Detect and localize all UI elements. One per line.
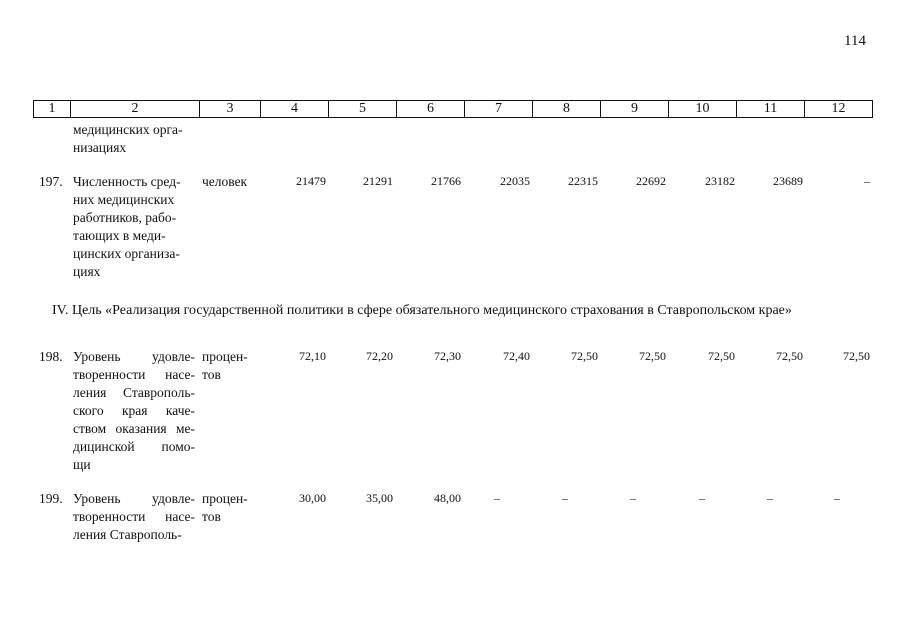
row-number: 198.	[39, 349, 63, 364]
name-line: Уровень удовле-	[73, 349, 195, 364]
value: 23689	[773, 174, 803, 188]
name-line: них медицинских	[73, 192, 175, 207]
column-header: 1	[34, 101, 71, 118]
indicator-name	[73, 348, 195, 474]
name-line: ления Ставрополь-	[73, 385, 195, 400]
name-line: щи	[73, 457, 91, 472]
value: 21479	[296, 174, 326, 188]
value: 21766	[431, 174, 461, 188]
value: –	[630, 491, 636, 505]
name-line: ления Ставрополь-	[73, 527, 182, 542]
name-line: творенности насе-	[73, 367, 195, 382]
row-number: 197.	[39, 174, 63, 189]
value: 35,00	[366, 491, 393, 505]
value: 72,50	[639, 349, 666, 363]
column-number-header	[33, 100, 873, 118]
column-header: 11	[737, 101, 805, 118]
continued-indicator-name	[73, 121, 183, 157]
name-line: Уровень удовле-	[73, 491, 195, 506]
value: 72,10	[299, 349, 326, 363]
value: 22035	[500, 174, 530, 188]
unit-line: тов	[202, 367, 221, 382]
value: –	[767, 491, 773, 505]
name-line: работников, рабо-	[73, 210, 177, 225]
value: 72,50	[571, 349, 598, 363]
value: 22315	[568, 174, 598, 188]
name-line: творенности насе-	[73, 509, 195, 524]
name-line: Численность сред-	[73, 174, 181, 189]
column-header: 9	[601, 101, 669, 118]
name-line: медицинских орга-	[73, 122, 183, 137]
column-header: 7	[465, 101, 533, 118]
value: 72,50	[708, 349, 735, 363]
column-header: 10	[669, 101, 737, 118]
value: 72,20	[366, 349, 393, 363]
value: 22692	[636, 174, 666, 188]
unit	[202, 348, 248, 384]
name-line: циях	[73, 264, 101, 279]
value: 30,00	[299, 491, 326, 505]
name-line: дицинской помо-	[73, 439, 195, 454]
value: 48,00	[434, 491, 461, 505]
value: –	[834, 491, 840, 505]
value: –	[699, 491, 705, 505]
value: –	[864, 174, 870, 188]
name-line: тающих в меди-	[73, 228, 166, 243]
unit: человек	[202, 174, 248, 189]
column-header: 3	[200, 101, 261, 118]
unit-line: процен-	[202, 349, 248, 364]
name-line: низациях	[73, 140, 127, 155]
column-header: 4	[261, 101, 329, 118]
indicator-name	[73, 490, 195, 544]
column-header: 6	[397, 101, 465, 118]
section-title: IV. Цель «Реализация государственной политики в сфере обязательного медицинского страхования в Ставропольском крае»	[52, 303, 792, 318]
value: –	[494, 491, 500, 505]
name-line: ского края каче-	[73, 403, 195, 418]
value: 21291	[363, 174, 393, 188]
unit-line: процен-	[202, 491, 248, 506]
value: 72,50	[843, 349, 870, 363]
name-line: ством оказания ме-	[73, 421, 195, 436]
page-number: 114	[844, 33, 866, 49]
column-header: 8	[533, 101, 601, 118]
column-header: 12	[805, 101, 873, 118]
value: 23182	[705, 174, 735, 188]
unit-line: тов	[202, 509, 221, 524]
column-header: 2	[71, 101, 200, 118]
value: –	[562, 491, 568, 505]
value: 72,40	[503, 349, 530, 363]
value: 72,50	[776, 349, 803, 363]
value: 72,30	[434, 349, 461, 363]
column-header: 5	[329, 101, 397, 118]
name-line: цинских организа-	[73, 246, 180, 261]
unit	[202, 490, 248, 526]
indicator-name	[73, 173, 195, 281]
row-number: 199.	[39, 491, 63, 506]
